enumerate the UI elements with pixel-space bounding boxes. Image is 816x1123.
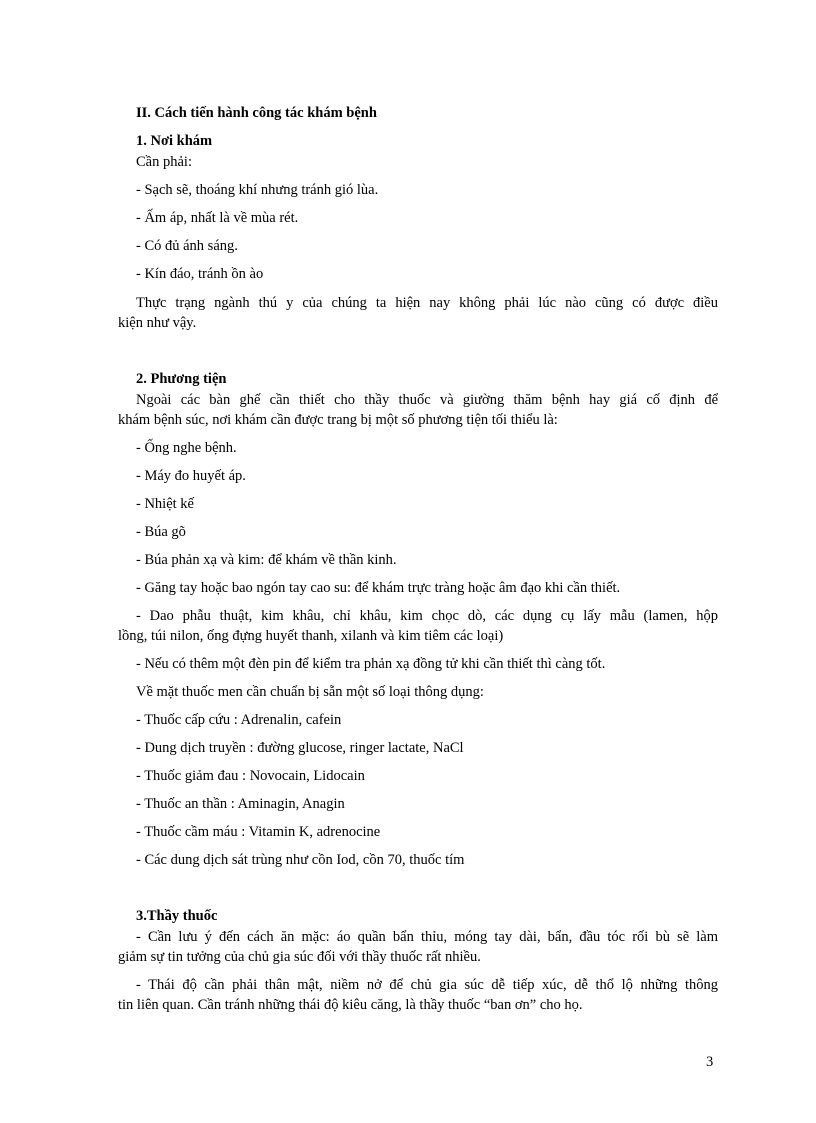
heading-phuong-tien: 2. Phương tiện <box>136 371 227 387</box>
paragraph-line: Ngoài các bàn ghế cần thiết cho thầy thuốc và giường thăm bệnh hay giá cố định để <box>136 392 718 408</box>
list-item: - Nhiệt kế <box>136 496 194 512</box>
page-number: 3 <box>706 1054 714 1070</box>
list-item: - Ấm áp, nhất là về mùa rét. <box>136 210 299 226</box>
heading-noi-kham: 1. Nơi khám <box>136 133 213 149</box>
list-item: - Găng tay hoặc bao ngón tay cao su: để khám trực tràng hoặc âm đạo khi cần thiết. <box>136 580 621 596</box>
list-item: - Ống nghe bệnh. <box>136 440 237 456</box>
list-item: - Kín đáo, tránh ồn ào <box>136 266 264 282</box>
list-item: - Thuốc giảm đau : Novocain, Lidocain <box>136 768 365 784</box>
list-item: - Các dung dịch sát trùng như cồn Iod, cồn 70, thuốc tím <box>136 852 465 868</box>
text-line: Về mặt thuốc men cần chuẩn bị sẵn một số loại thông dụng: <box>136 684 484 700</box>
paragraph-line: giảm sự tin tưởng của chủ gia súc đối với thầy thuốc rất nhiều. <box>118 949 481 965</box>
list-item: - Dao phẫu thuật, kim khâu, chỉ khâu, kim chọc dò, các dụng cụ lấy mẫu (lamen, hộp <box>136 608 718 624</box>
paragraph-line: Thực trạng ngành thú y của chúng ta hiện nay không phải lúc nào cũng có được điều <box>136 295 718 311</box>
list-item: - Thuốc cầm máu : Vitamin K, adrenocine <box>136 824 381 840</box>
list-item: - Máy đo huyết áp. <box>136 468 246 484</box>
paragraph-line: - Thái độ cần phải thân mật, niềm nở để chủ gia súc dễ tiếp xúc, dễ thổ lộ những thông <box>136 977 718 993</box>
list-item: - Thuốc an thần : Aminagin, Anagin <box>136 796 345 812</box>
section-title: II. Cách tiến hành công tác khám bệnh <box>136 105 377 121</box>
paragraph-line: tin liên quan. Cần tránh những thái độ kiêu căng, là thầy thuốc “ban ơn” cho họ. <box>118 997 583 1013</box>
paragraph-line: - Cần lưu ý đến cách ăn mặc: áo quần bẩn thỉu, móng tay dài, bẩn, đầu tóc rối bù sẽ làm <box>136 929 718 945</box>
heading-thay-thuoc: 3.Thầy thuốc <box>136 908 218 924</box>
list-item: lồng, túi nilon, ống đựng huyết thanh, xilanh và kim tiêm các loại) <box>118 628 504 644</box>
list-item: - Búa gõ <box>136 524 186 540</box>
list-item: - Búa phản xạ và kim: để khám về thần kinh. <box>136 552 397 568</box>
list-item: - Có đủ ánh sáng. <box>136 238 238 254</box>
list-item: - Sạch sẽ, thoáng khí nhưng tránh gió lùa. <box>136 182 379 198</box>
paragraph-line: kiện như vậy. <box>118 315 197 331</box>
list-item: - Thuốc cấp cứu : Adrenalin, cafein <box>136 712 342 728</box>
list-item: - Nếu có thêm một đèn pin để kiểm tra phản xạ đồng tử khi cần thiết thì càng tốt. <box>136 656 606 672</box>
paragraph-line: khám bệnh súc, nơi khám cần được trang bị một số phương tiện tối thiểu là: <box>118 412 558 428</box>
text-line: Cần phải: <box>136 154 192 170</box>
list-item: - Dung dịch truyền : đường glucose, ringer lactate, NaCl <box>136 740 464 756</box>
